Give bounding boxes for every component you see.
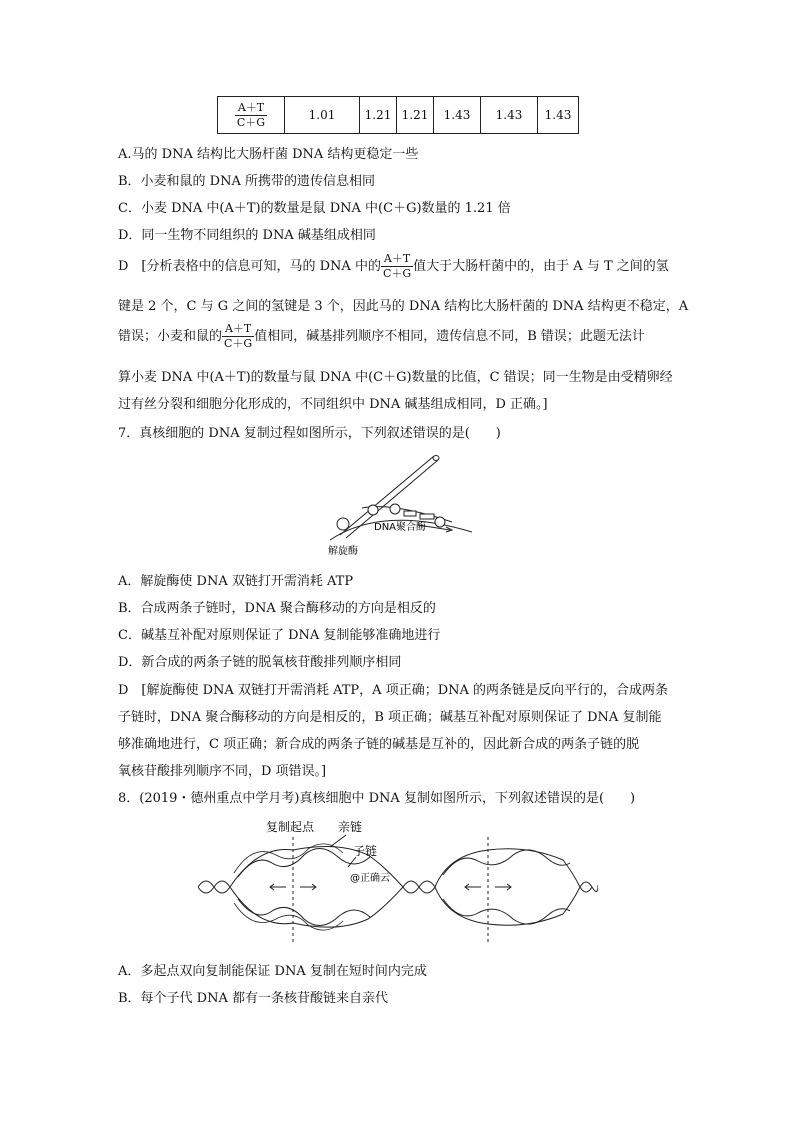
q6-option-b: B．小麦和鼠的 DNA 所携带的遗传信息相同 (118, 174, 376, 189)
helicase-shape (337, 518, 349, 530)
q6-answer-line-5: 过有丝分裂和细胞分化形成的，不同组织中 DNA 碱基组成相同，D 正确。] (118, 397, 548, 412)
ratio-header-cell (218, 97, 285, 134)
daughter-strand-label: 子链 (353, 844, 378, 858)
table-cell: 1.43 (538, 97, 579, 134)
q7-option-a: A．解旋酶使 DNA 双链打开需消耗 ATP (118, 574, 354, 589)
q8-option-b: B．每个子代 DNA 都有一条核苷酸链来自亲代 (118, 991, 389, 1006)
fraction-denominator: C＋G (236, 115, 266, 129)
fraction-numerator: A＋T (222, 322, 254, 337)
q6-option-a: A.马的 DNA 结构比大肠杆菌 DNA 结构更稳定一些 (118, 147, 419, 162)
ratio-table (217, 96, 579, 134)
table-row (218, 97, 579, 134)
dna-replication-fork-figure (322, 450, 472, 555)
polymerase-label: DNA聚合酶 (374, 522, 427, 533)
q7-answer-line-1: D [解旋酶使 DNA 双链打开需消耗 ATP，A 项正确；DNA 的两条链是反向平行的，合成两条 (118, 683, 669, 698)
ratio-fraction (222, 322, 254, 351)
dna-multi-origin-figure (198, 815, 598, 950)
q6-answer-line-3 (118, 322, 645, 351)
q6-answer-line-1 (118, 252, 669, 281)
q6-answer-line-2: 键是 2 个，C 与 G 之间的氢键是 3 个，因此马的 DNA 结构比大肠杆菌的 DNA 结构更不稳定，A (118, 299, 689, 314)
q6-option-c: C．小麦 DNA 中(A＋T)的数量是鼠 DNA 中(C＋G)数量的 1.21 倍 (118, 201, 511, 216)
helicase-label: 解旋酶 (328, 546, 358, 555)
q7-option-c: C．碱基互补配对原则保证了 DNA 复制能够准确地进行 (118, 628, 441, 643)
parent-strand-label: 亲链 (338, 820, 363, 834)
q6-answer-line-4: 算小麦 DNA 中(A＋T)的数量与鼠 DNA 中(C＋G)数量的比值，C 错误；同一生物是由受精卵经 (118, 370, 673, 385)
table-cell: 1.43 (434, 97, 481, 134)
q8-option-a: A．多起点双向复制能保证 DNA 复制在短时间内完成 (118, 964, 427, 979)
fraction-numerator: A＋T (235, 101, 267, 116)
ratio-fraction (381, 252, 413, 281)
q8-stem: 8．(2019・德州重点中学月考)真核细胞中 DNA 复制如图所示，下列叙述错误的是( ) (118, 791, 636, 806)
q7-answer-line-4: 氧核苷酸排列顺序不同，D 项错误。] (118, 764, 327, 779)
table-cell: 1.43 (481, 97, 538, 134)
fraction-numerator: A＋T (381, 252, 413, 267)
table-cell: 1.21 (360, 97, 397, 134)
answer-text: 值相同，碱基排列顺序不相同，遗传信息不同，B 错误；此题无法计 (254, 329, 645, 344)
fraction-denominator: C＋G (382, 267, 412, 280)
fraction-denominator: C＋G (224, 337, 253, 350)
ratio-fraction (235, 101, 267, 130)
table-cell: 1.01 (285, 97, 360, 134)
q6-option-d: D．同一生物不同组织的 DNA 碱基组成相同 (118, 228, 376, 243)
q7-answer-line-2: 子链时，DNA 聚合酶移动的方向是相反的，B 项正确；碱基互补配对原则保证了 DNA 复制能 (118, 710, 662, 725)
q7-answer-line-3: 够准确地进行，C 项正确；新合成的两条子链的碱基是互补的，因此新合成的两条子链的脱 (118, 737, 640, 752)
answer-text: 值大于大肠杆菌中的，由于 A 与 T 之间的氢 (413, 259, 669, 274)
q7-option-b: B．合成两条子链时，DNA 聚合酶移动的方向是相反的 (118, 601, 436, 616)
q7-stem: 7．真核细胞的 DNA 复制过程如图所示，下列叙述错误的是( ) (118, 426, 501, 441)
q7-option-d: D．新合成的两条子链的脱氧核苷酸排列顺序相同 (118, 655, 402, 670)
origin-label: 复制起点 (266, 820, 315, 834)
answer-text: 错误；小麦和鼠的 (118, 329, 223, 344)
watermark-label: @正确云 (350, 873, 390, 884)
table-cell: 1.21 (397, 97, 434, 134)
answer-text: D [分析表格中的信息可知，马的 DNA 中的 (118, 259, 381, 274)
